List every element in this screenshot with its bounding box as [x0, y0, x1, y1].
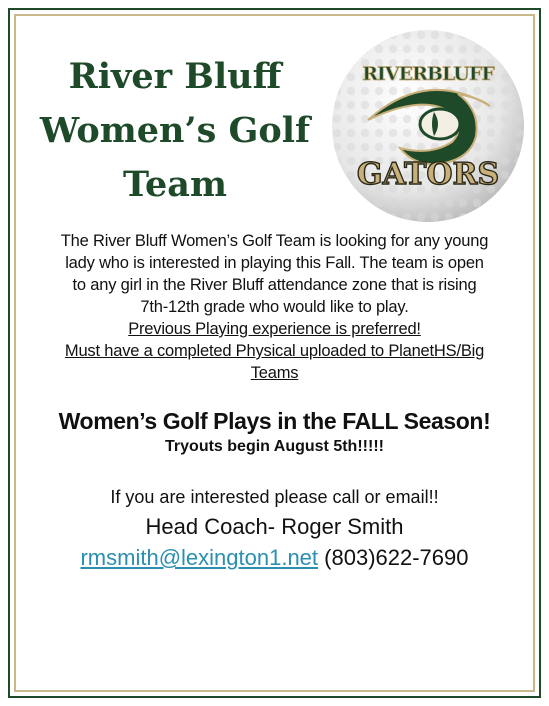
season-headline: Women’s Golf Plays in the FALL Season!	[58, 408, 491, 434]
intro-line-3: to any girl in the River Bluff attendance zone that is rising	[72, 276, 477, 294]
flyer-body	[28, 230, 521, 574]
logo-bottom-text: GATORS	[356, 157, 500, 192]
title-line-2: Women’s Golf	[39, 110, 311, 151]
intro-line-2: lady who is interested in playing this Fall. The team is open	[65, 254, 484, 272]
intro-line-1: The River Bluff Women’s Golf Team is looking for any young	[60, 232, 489, 250]
phone-number: (803)622-7690	[324, 545, 469, 570]
page-title	[20, 50, 330, 212]
intro-line-4: 7th-12th grade who would like to play.	[140, 298, 409, 316]
gators-golf-ball-logo	[330, 28, 526, 224]
logo-top-text: RIVERBLUFF	[362, 63, 494, 85]
contact-line	[28, 542, 521, 574]
physical-requirement-line-2: Teams	[250, 364, 299, 382]
contact-intro: If you are interested please call or email!!	[110, 487, 439, 507]
title-line-1: River Bluff	[68, 56, 282, 97]
tryouts-notice: Tryouts begin August 5th!!!!!	[165, 438, 384, 455]
experience-requirement: Previous Playing experience is preferred!	[128, 320, 421, 338]
title-line-3: Team	[122, 164, 227, 205]
email-link[interactable]: rmsmith@lexington1.net	[80, 545, 319, 570]
head-coach: Head Coach- Roger Smith	[145, 514, 404, 539]
physical-requirement-line-1: Must have a completed Physical uploaded to PlanetHS/Big	[64, 342, 485, 360]
